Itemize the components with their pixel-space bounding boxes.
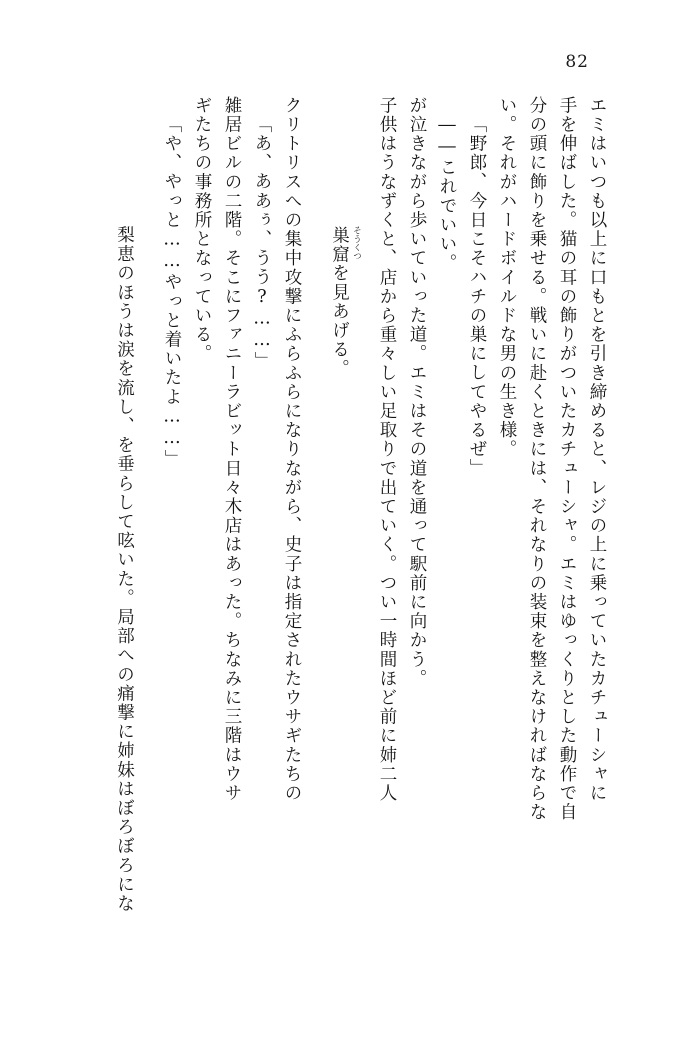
text-column: エミはいつも以上に口もとを引き締めると、レジの上に乗っていたカチューシャに	[587, 96, 607, 803]
text-column-tail: を見あげる。	[329, 263, 350, 379]
text-column: 分の頭に飾りを乗せる。戦いに赴くときには、それなりの装束を整えなければならな	[527, 96, 547, 822]
text-column: ――これでいい。	[437, 115, 457, 273]
text-column-tail: を垂らして呟いた。局部への痛撃に姉妹はぼろぼろにな	[114, 435, 135, 914]
text-column-with-ruby	[98, 96, 151, 976]
text-column: い。それがハードボイルドな男の生き様。	[497, 96, 517, 459]
text-column: 子供はうなずくと、店から重々しい足取りで出ていく。つい一時間ほど前に姉二人	[377, 96, 397, 803]
text-column: ギたちの事務所となっている。	[192, 96, 212, 364]
text-column: が泣きながら歩いていった道。エミはその道を通って駅前に向かう。	[407, 96, 427, 689]
text-column-dialogue: 「あ、ああぅ、うう?……」	[252, 115, 272, 371]
text-column: 手を伸ばした。猫の耳の飾りがついたカチューシャ。エミはゆっくりとした動作で自	[557, 96, 577, 822]
text-column-dialogue: 「や、やっと……やっと着いたよ……」	[162, 115, 182, 469]
text-column-dialogue: 「野郎、今日こそハチの巣にしてやるぜ」	[467, 115, 487, 478]
vertical-text-block	[62, 96, 605, 976]
page-number: 82	[565, 52, 589, 72]
ruby-annotation-group	[329, 225, 362, 264]
text-column-with-ruby	[313, 96, 366, 976]
text-column: クリトリスへの集中攻撃にふらふらになりながら、史子は指定されたウサギたちの	[282, 96, 302, 803]
text-column: 雑居ビルの二階。そこにファニーラビット日々木店はあった。ちなみに三階はウサ	[222, 96, 242, 803]
text-column-head: 梨恵のほうは涙を流し、	[114, 225, 135, 436]
ruby-base: 巣窟	[329, 225, 350, 264]
ruby-text: そうくつ	[351, 225, 362, 260]
